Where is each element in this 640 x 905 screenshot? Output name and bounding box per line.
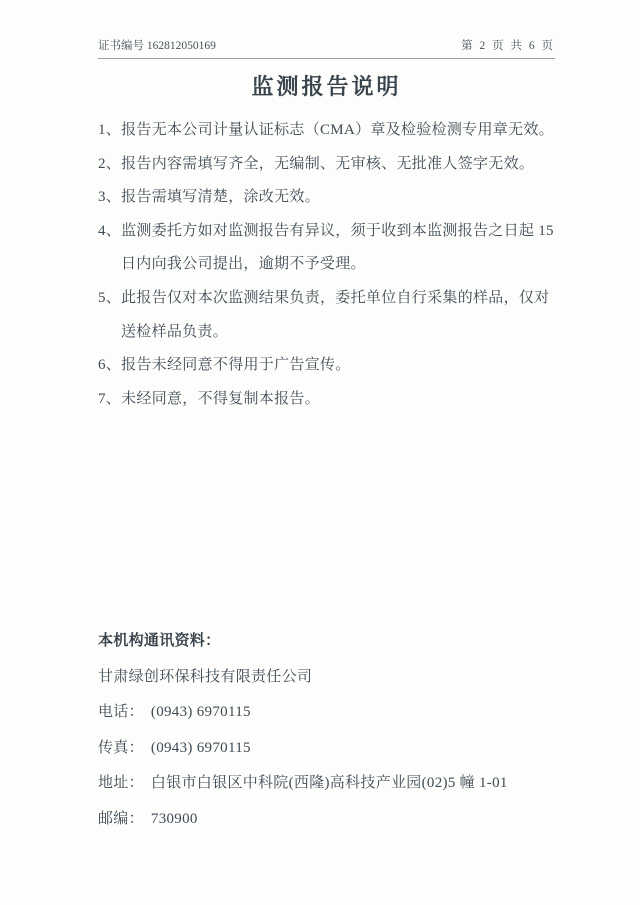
address-label: 地址： (98, 775, 144, 791)
notice-item-4-line-1: 4、监测委托方如对监测报告有异议，须于收到本监测报告之日起 15 (98, 222, 554, 239)
postcode-label: 邮编： (98, 810, 144, 827)
fax-value: (0943) 6970115 (150, 739, 251, 756)
notice-item-2: 2、报告内容需填写齐全，无编制、无审核、无批准人签字无效。 (98, 155, 535, 172)
notice-list (98, 114, 560, 416)
page-title: 监测报告说明 (251, 74, 402, 99)
address-line (98, 766, 560, 802)
notice-item-6: 6、报告未经同意不得用于广告宣传。 (98, 357, 351, 374)
page-indicator: 第 2 页 共 6 页 (461, 40, 555, 52)
notice-item-4-line-2: 日内向我公司提出，逾期不予受理。 (121, 256, 366, 273)
contact-block (98, 624, 560, 837)
fax-line (98, 731, 560, 767)
page-header (98, 37, 555, 59)
certificate-number: 证书编号 162812050169 (98, 40, 216, 52)
postcode-value: 730900 (150, 810, 198, 827)
notice-item-1: 1、报告无本公司计量认证标志（CMA）章及检验检测专用章无效。 (98, 122, 554, 138)
notice-item-5-line-2: 送检样品负责。 (121, 323, 229, 340)
notice-item-5-line-1: 5、此报告仅对本次监测结果负责，委托单位自行采集的样品，仅对 (98, 289, 550, 306)
notice-item-7: 7、未经同意，不得复制本报告。 (98, 390, 321, 407)
fax-label: 传真： (98, 739, 144, 756)
notice-item-3: 3、报告需填写清楚，涂改无效。 (98, 189, 321, 206)
phone-value: (0943) 6970115 (150, 704, 251, 720)
phone-line (98, 695, 560, 731)
company-name: 甘肃绿创环保科技有限责任公司 (98, 668, 313, 685)
postcode-line (98, 802, 560, 838)
contact-heading: 本机构通讯资料： (98, 633, 221, 649)
address-value: 白银市白银区中科院(西隆)高科技产业园(02)5 幢 1-01 (150, 775, 508, 791)
phone-label: 电话： (98, 704, 144, 720)
